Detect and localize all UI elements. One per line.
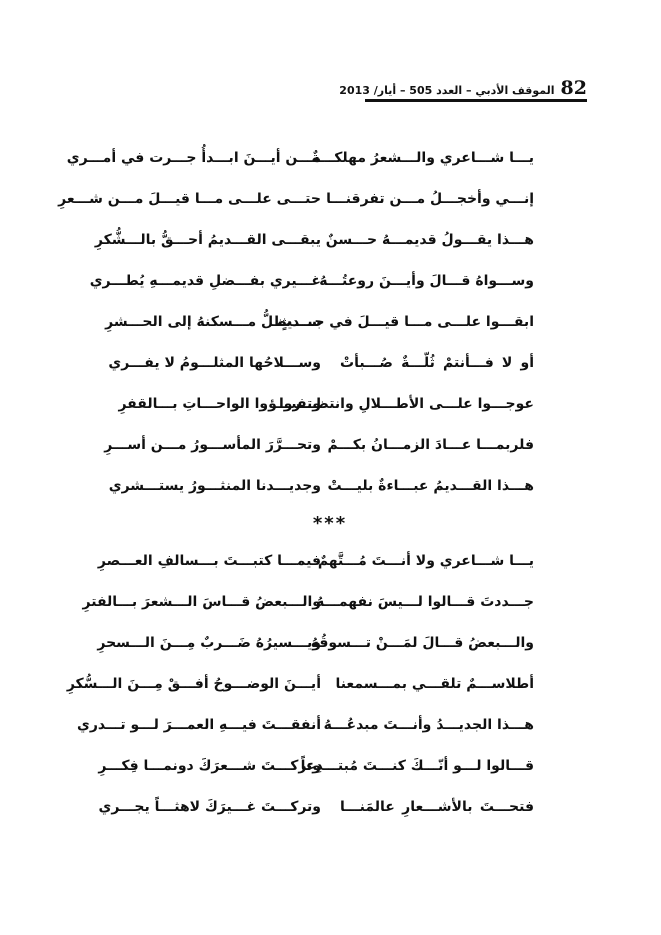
- verse-first-hemistich: والـــبعضُ قـــالَ لمَـــنْ تـــسوقُهُ: [310, 635, 534, 651]
- verse-second-hemistich: وتركـــتَ غـــيرَكَ لاهثـــاً يجـــري: [98, 799, 321, 815]
- page-number: 82: [560, 77, 587, 99]
- verse-line: [0, 145, 661, 171]
- header-rule: [365, 99, 587, 102]
- verse-first-hemistich: هـــذا القـــديمُ عبـــاءةٌ بليـــتْ: [327, 478, 534, 494]
- verse-line: [0, 589, 661, 615]
- section-separator: ***: [312, 513, 348, 534]
- verse-first-hemistich: عوجـــوا علـــى الأطـــلالِ وانتظـــروا: [278, 396, 534, 412]
- verse-second-hemistich: أيـــنَ الوضـــوحُ أفـــقْ مِـــنَ الـــسُّكرِ: [66, 676, 321, 692]
- verse-line: [0, 309, 661, 335]
- verse-second-hemistich: وســـلاحُها المثلـــومُ لا يفـــري: [108, 355, 321, 371]
- verse-first-hemistich: إنـــي وأخجـــلُ مـــن تفرقنـــا: [326, 191, 534, 207]
- verse-line: [0, 753, 661, 779]
- verse-line: [0, 630, 661, 656]
- verse-line: [0, 671, 661, 697]
- verse-second-hemistich: أنفقـــتَ فيـــهِ العمـــرَ لـــو تـــدري: [77, 717, 321, 733]
- verse-second-hemistich: وتفيـــؤوا الواحـــاتِ بـــالقفرِ: [118, 396, 321, 412]
- verse-line: [0, 350, 661, 376]
- verse-second-hemistich: وتحـــرَّرَ المأســـورُ مـــن أســـرِ: [104, 437, 321, 453]
- verse-line: [0, 548, 661, 574]
- verse-line: [0, 391, 661, 417]
- verse-line: [0, 712, 661, 738]
- verse-second-hemistich: والـــبعضُ قـــاسَ الـــشعرَ بـــالفترِ: [82, 594, 321, 610]
- page-header: [339, 76, 587, 99]
- verse-first-hemistich: ابقـــوا علـــى مـــا قيـــلَ في جـــدثٍ: [277, 314, 534, 330]
- verse-first-hemistich: فتحـــتَ بالأشـــعارِ عالمَنـــا: [340, 799, 534, 815]
- verse-first-hemistich: جـــددتَ قـــالوا لـــيسَ نفهمـــهُ: [316, 594, 534, 610]
- verse-first-hemistich: أو لا فـــأنتمْ ثُلّـــةٌ صُـــبأتْ: [340, 355, 534, 371]
- verse-second-hemistich: وتركـــتَ شـــعرَكَ دونمـــا فِكـــرِ: [98, 758, 321, 774]
- verse-second-hemistich: غـــيري بفـــضلِ قديمـــهِ يُطـــري: [89, 273, 321, 289]
- verse-second-hemistich: ســـيظلُّ مـــسكنهُ إلى الحـــشرِ: [105, 314, 321, 330]
- verse-second-hemistich: مـــن أيـــنَ ابـــدأُ جـــرت في أمـــري: [66, 150, 321, 166]
- verse-line: [0, 432, 661, 458]
- verse-first-hemistich: هـــذا الجديـــدُ وأنـــتَ مبدعُـــهُ: [323, 717, 534, 733]
- running-head: الموقف الأدبي – العدد 505 – أيار/ 2013: [339, 84, 555, 97]
- verse-first-hemistich: وســـواهُ قـــالَ وأيـــنَ روعتُـــهُ: [319, 273, 534, 289]
- verse-first-hemistich: أطلاســـمٌ تلقـــي بمـــسمعنا: [335, 676, 534, 692]
- verse-second-hemistich: وجديـــدنا المنثـــورُ يستـــشري: [108, 478, 321, 494]
- verse-line: [0, 227, 661, 253]
- verse-second-hemistich: حتـــى علـــى مـــا قيـــلَ مـــن شـــعرِ: [58, 191, 321, 207]
- verse-first-hemistich: هـــذا يقـــولُ قديمـــهُ حـــسنٌ: [325, 232, 534, 248]
- verse-first-hemistich: فلربمـــا عـــادَ الزمـــانُ بكـــمْ: [327, 437, 534, 453]
- verse-line: [0, 473, 661, 499]
- verse-line: [0, 794, 661, 820]
- verse-second-hemistich: يبقـــى القـــديمُ أحـــقُّ بالـــشُّكرِ: [94, 232, 321, 248]
- verse-first-hemistich: يـــا شـــاعري والـــشعرُ مهلكـــةٌ: [311, 150, 534, 166]
- verse-line: [0, 186, 661, 212]
- verse-first-hemistich: قـــالوا لـــو أنّـــكَ كنـــتَ مُبتـــدِعاً: [300, 758, 534, 774]
- verse-second-hemistich: ويـــسيرُهُ ضَـــربٌ مِـــنَ الـــسحرِ: [97, 635, 321, 651]
- verse-line: [0, 268, 661, 294]
- verse-first-hemistich: يـــا شـــاعري ولا أنـــتَ مُـــتَّهمٌ: [317, 553, 534, 569]
- verse-second-hemistich: فيمـــا كتبـــتَ بـــسالفِ العـــصرِ: [97, 553, 321, 569]
